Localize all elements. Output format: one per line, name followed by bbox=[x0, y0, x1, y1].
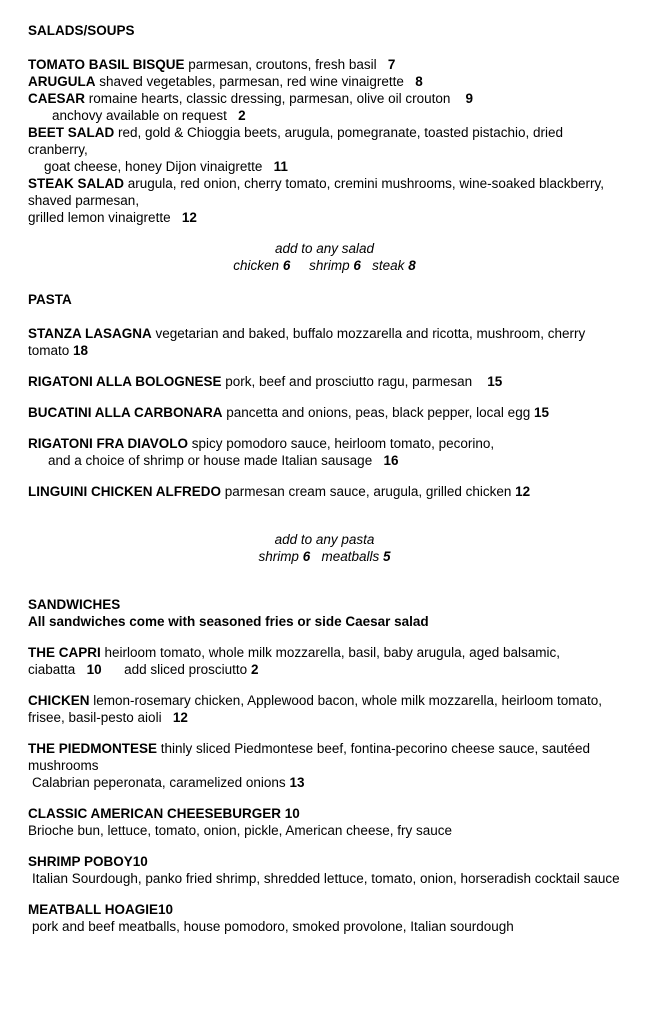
menu-item-steak-salad: STEAK SALAD arugula, red onion, cherry tomato, cremini mushrooms, wine-soaked blackberry, shaved parmesan, bbox=[28, 176, 604, 208]
menu-item-desc-line: grilled lemon vinaigrette 12 bbox=[28, 210, 197, 225]
menu-item-the-piedmontese: THE PIEDMONTESE thinly sliced Piedmontese beef, fontina-pecorino cheese sauce, sautéed mushrooms bbox=[28, 741, 591, 773]
menu-item-classic-cheeseburger: CLASSIC AMERICAN CHEESEBURGER 10 bbox=[28, 806, 300, 821]
menu-item-rigatoni-fra-diavolo: RIGATONI FRA DIAVOLO spicy pomodoro sauce, heirloom tomato, pecorino, bbox=[28, 436, 495, 451]
addon-list-pasta: shrimp 6 meatballs 5 bbox=[258, 549, 391, 564]
menu-item-desc-line: Calabrian peperonata, caramelized onions 13 bbox=[32, 775, 305, 790]
section-subtitle-sandwiches: All sandwiches come with seasoned fries or side Caesar salad bbox=[28, 614, 429, 629]
section-title-salads: SALADS/SOUPS bbox=[28, 23, 135, 38]
menu-item-linguini-alfredo: LINGUINI CHICKEN ALFREDO parmesan cream sauce, arugula, grilled chicken 12 bbox=[28, 484, 531, 499]
menu-item-tomato-basil-bisque: TOMATO BASIL BISQUE parmesan, croutons, fresh basil 7 bbox=[28, 57, 396, 72]
addon-list-salad: chicken 6 shrimp 6 steak 8 bbox=[233, 258, 416, 273]
menu-item-stanza-lasagna: STANZA LASAGNA vegetarian and baked, buffalo mozzarella and ricotta, mushroom, cherry tomato 18 bbox=[28, 326, 586, 358]
menu-item-the-capri: THE CAPRI heirloom tomato, whole milk mozzarella, basil, baby arugula, aged balsamic, ciabatta 10 add sliced prosciutto 2 bbox=[28, 645, 560, 677]
menu-item-beet-salad: BEET SALAD red, gold & Chioggia beets, arugula, pomegranate, toasted pistachio, dried cranberry, bbox=[28, 125, 564, 157]
menu-item-chicken: CHICKEN lemon-rosemary chicken, Applewood bacon, whole milk mozzarella, heirloom tomato, frisee, basil-pesto aioli 12 bbox=[28, 693, 602, 725]
menu-item-desc-line: goat cheese, honey Dijon vinaigrette 11 bbox=[44, 159, 288, 174]
menu-item-desc-line: pork and beef meatballs, house pomodoro, smoked provolone, Italian sourdough bbox=[32, 919, 514, 934]
menu-item-rigatoni-bolognese: RIGATONI ALLA BOLOGNESE pork, beef and prosciutto ragu, parmesan 15 bbox=[28, 374, 503, 389]
menu-item-desc-line: Italian Sourdough, panko fried shrimp, shredded lettuce, tomato, onion, horseradish cocktail sauce bbox=[32, 871, 620, 886]
menu-item-desc-line: and a choice of shrimp or house made Italian sausage 16 bbox=[48, 453, 399, 468]
menu-item-bucatini-carbonara: BUCATINI ALLA CARBONARA pancetta and onions, peas, black pepper, local egg 15 bbox=[28, 405, 550, 420]
menu-item-caesar: CAESAR romaine hearts, classic dressing, parmesan, olive oil crouton 9 bbox=[28, 91, 473, 106]
addon-title-salad: add to any salad bbox=[274, 241, 375, 256]
addon-title-pasta: add to any pasta bbox=[274, 532, 375, 547]
menu-item-desc-line: Brioche bun, lettuce, tomato, onion, pickle, American cheese, fry sauce bbox=[28, 823, 452, 838]
menu-item-arugula: ARUGULA shaved vegetables, parmesan, red wine vinaigrette 8 bbox=[28, 74, 423, 89]
menu-item-meatball-hoagie: MEATBALL HOAGIE10 bbox=[28, 902, 174, 917]
section-title-pasta: PASTA bbox=[28, 292, 72, 307]
menu-item-shrimp-poboy: SHRIMP POBOY10 bbox=[28, 854, 148, 869]
menu-item-note: anchovy available on request 2 bbox=[52, 108, 246, 123]
section-title-sandwiches: SANDWICHES bbox=[28, 597, 121, 612]
